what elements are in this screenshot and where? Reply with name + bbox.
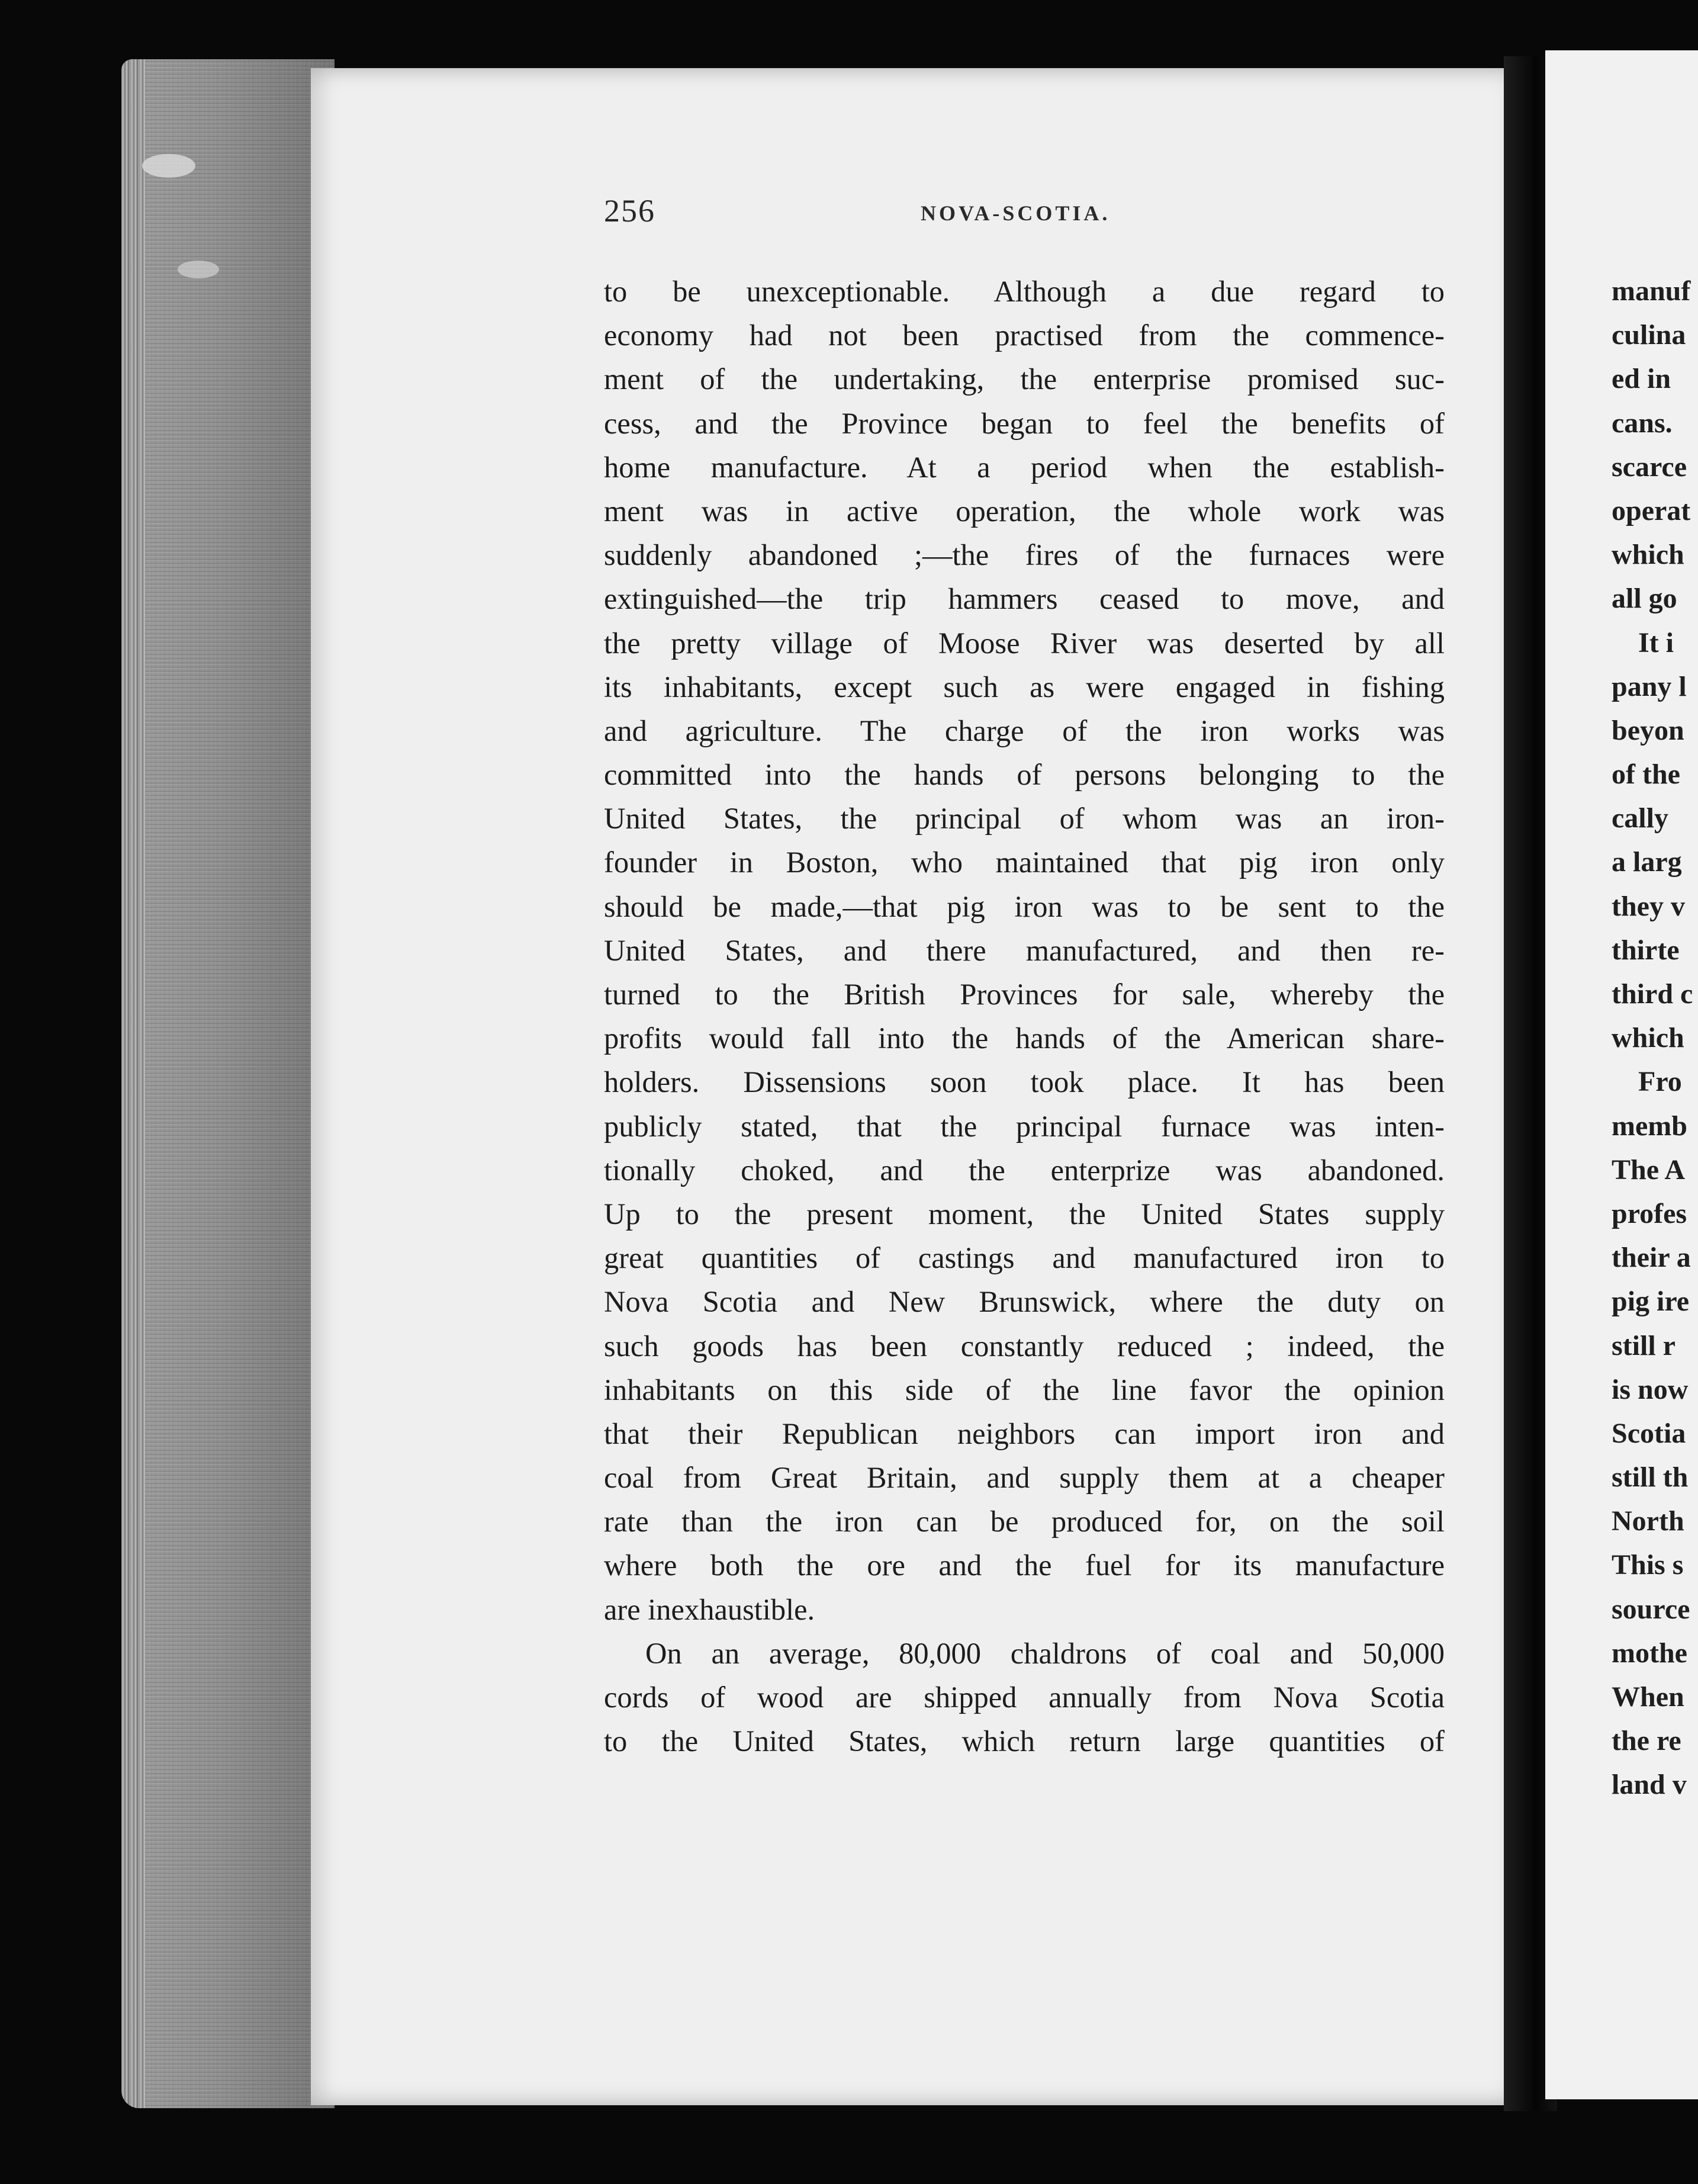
text-line: coal from Great Britain, and supply them at a cheaper bbox=[604, 1461, 1445, 1495]
text-line: home manufacture. At a period when the establish- bbox=[604, 450, 1445, 484]
page-number: 256 bbox=[604, 193, 655, 229]
facing-text-line: ed in bbox=[1612, 363, 1671, 395]
facing-text-line: This s bbox=[1612, 1549, 1684, 1581]
page-stack-edge bbox=[121, 59, 335, 2108]
running-head: NOVA-SCOTIA. bbox=[921, 201, 1111, 225]
text-line: cords of wood are shipped annually from Nova Scotia bbox=[604, 1681, 1445, 1714]
text-line: are inexhaustible. bbox=[604, 1592, 815, 1626]
text-line: rate than the iron can be produced for, on the soil bbox=[604, 1505, 1445, 1539]
text-line: profits would fall into the hands of the American share- bbox=[604, 1022, 1445, 1055]
facing-text-line: all go bbox=[1612, 583, 1677, 615]
facing-text-line: thirte bbox=[1612, 934, 1680, 966]
text-line: On an average, 80,000 chaldrons of coal and 50,000 bbox=[645, 1636, 1445, 1670]
text-line: should be made,—that pig iron was to be sent to the bbox=[604, 889, 1445, 923]
text-line: ment was in active operation, the whole work was bbox=[604, 494, 1445, 528]
facing-text-line: operat bbox=[1612, 494, 1691, 526]
facing-text-line: still r bbox=[1612, 1329, 1676, 1361]
facing-text-line: It i bbox=[1638, 627, 1674, 659]
text-line: to be unexceptionable. Although a due regard to bbox=[604, 275, 1445, 308]
text-line: Nova Scotia and New Brunswick, where the duty on bbox=[604, 1285, 1445, 1319]
facing-text-line: still th bbox=[1612, 1462, 1689, 1494]
facing-text-line: the re bbox=[1612, 1725, 1681, 1757]
facing-text-line: The A bbox=[1612, 1154, 1686, 1186]
facing-text-line: pig ire bbox=[1612, 1286, 1690, 1318]
facing-text-line: they v bbox=[1612, 890, 1685, 922]
text-line: the pretty village of Moose River was deserted by all bbox=[604, 626, 1445, 660]
text-line: economy had not been practised from the commence- bbox=[604, 319, 1445, 352]
facing-text-line: their a bbox=[1612, 1242, 1691, 1274]
text-line: inhabitants on this side of the line favor the opinion bbox=[604, 1373, 1445, 1406]
facing-text-line: is now bbox=[1612, 1373, 1689, 1405]
scan-glare bbox=[142, 154, 195, 178]
facing-text-line: profes bbox=[1612, 1197, 1687, 1229]
facing-text-line: When bbox=[1612, 1681, 1684, 1713]
facing-text-line: Fro bbox=[1638, 1066, 1682, 1098]
text-line: its inhabitants, except such as were engaged in fishing bbox=[604, 670, 1445, 704]
text-line: committed into the hands of persons belonging to the bbox=[604, 758, 1445, 792]
text-line: ment of the undertaking, the enterprise promised suc- bbox=[604, 362, 1445, 396]
facing-text-line: of the bbox=[1612, 759, 1680, 791]
text-line: United States, the principal of whom was an iron- bbox=[604, 802, 1445, 836]
facing-text-line: which bbox=[1612, 1022, 1684, 1054]
scan-glare bbox=[178, 261, 219, 278]
text-line: to the United States, which return large quantities of bbox=[604, 1724, 1445, 1758]
text-line: Up to the present moment, the United States supply bbox=[604, 1197, 1445, 1231]
facing-text-line: mothe bbox=[1612, 1637, 1687, 1669]
facing-text-line: source bbox=[1612, 1593, 1690, 1625]
facing-text-line: cans. bbox=[1612, 407, 1673, 439]
text-line: where both the ore and the fuel for its manufacture bbox=[604, 1549, 1445, 1582]
facing-page-text bbox=[1612, 269, 1698, 1807]
text-line: tionally choked, and the enterprize was abandoned. bbox=[604, 1153, 1445, 1187]
facing-text-line: memb bbox=[1612, 1110, 1687, 1142]
text-line: United States, and there manufactured, and then re- bbox=[604, 933, 1445, 967]
facing-text-line: cally bbox=[1612, 802, 1668, 834]
text-line: extinguished—the trip hammers ceased to move, and bbox=[604, 582, 1445, 616]
text-line: holders. Dissensions soon took place. It has been bbox=[604, 1065, 1445, 1099]
facing-text-line: scarce bbox=[1612, 451, 1687, 483]
facing-text-line: third c bbox=[1612, 978, 1693, 1010]
facing-text-line: a larg bbox=[1612, 846, 1682, 878]
facing-page bbox=[1545, 50, 1698, 2099]
text-line: turned to the British Provinces for sale, whereby the bbox=[604, 978, 1445, 1011]
text-line: and agriculture. The charge of the iron works was bbox=[604, 714, 1445, 747]
facing-text-line: manuf bbox=[1612, 275, 1691, 307]
text-line: publicly stated, that the principal furnace was inten- bbox=[604, 1109, 1445, 1143]
facing-text-line: which bbox=[1612, 539, 1684, 571]
text-line: suddenly abandoned ;—the fires of the furnaces were bbox=[604, 538, 1445, 572]
body-text bbox=[604, 269, 1445, 1763]
text-line: such goods has been constantly reduced ; indeed, the bbox=[604, 1329, 1445, 1363]
text-line: founder in Boston, who maintained that pig iron only bbox=[604, 846, 1445, 879]
facing-text-line: culina bbox=[1612, 319, 1686, 351]
page-header bbox=[604, 192, 1445, 228]
facing-text-line: North bbox=[1612, 1505, 1684, 1537]
facing-text-line: pany l bbox=[1612, 670, 1687, 702]
facing-text-line: land v bbox=[1612, 1769, 1687, 1801]
text-line: that their Republican neighbors can import iron and bbox=[604, 1417, 1445, 1450]
text-line: great quantities of castings and manufactured iron to bbox=[604, 1241, 1445, 1275]
facing-text-line: Scotia bbox=[1612, 1417, 1686, 1449]
facing-text-line: beyon bbox=[1612, 714, 1684, 746]
text-line: cess, and the Province began to feel the benefits of bbox=[604, 406, 1445, 440]
